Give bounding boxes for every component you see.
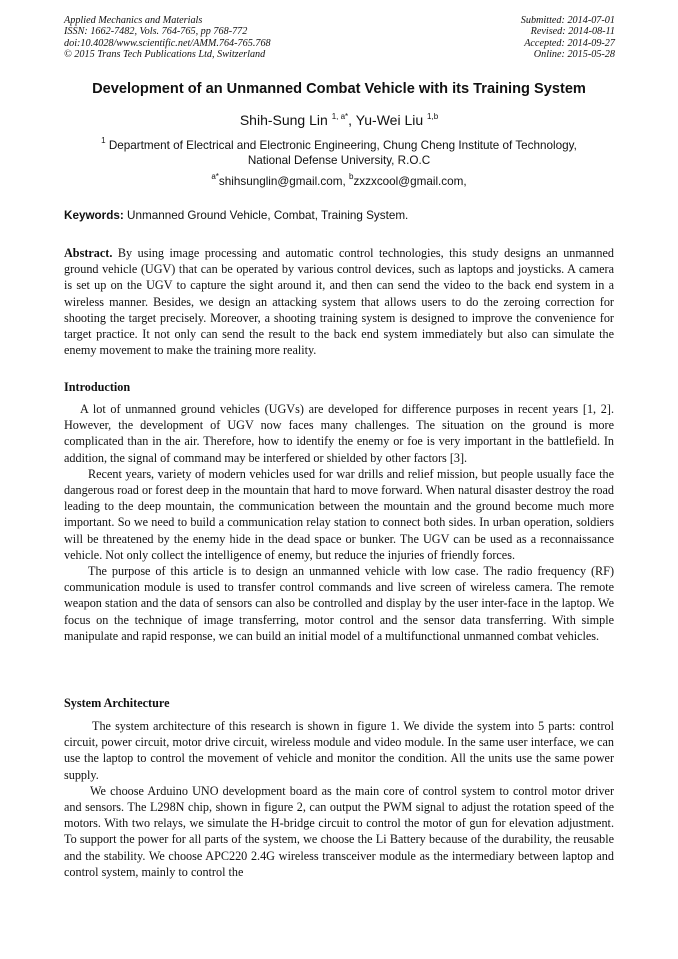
author-emails <box>0 172 678 188</box>
author-1: Shih-Sung Lin <box>239 112 328 128</box>
keywords-label: Keywords: <box>64 209 124 222</box>
email-b: zxzxcool@gmail.com, <box>353 175 467 188</box>
journal-info <box>64 15 271 61</box>
paragraph: We choose Arduino UNO development board as the main core of control system to control motor driver and sensors. The L298N chip, shown in figure 2, can output the PWM signal to adjust the rotation speed of the motors. With two relays, we simulate the H-bridge circuit to control the motor of gun for elevation adjustment. To support the power for all parts of the system, we choose the Li Battery because of the durability, the reusable and the stability. We choose APC220 2.4G wireless transceiver module as the intermediary between laptop and control system, mainly to control the <box>64 783 614 879</box>
date-submitted: Submitted: 2014-07-01 <box>520 15 615 26</box>
abstract-label: Abstract. <box>64 246 113 260</box>
date-online: Online: 2015-05-28 <box>533 49 615 61</box>
abstract-text: By using image processing and automatic control technologies, this study designs an unmanned ground vehicle (UGV) that can be operated by various control devices, such as laptops and joysticks. A camera is set up on the UGV to capture the sight around it, and then can send the video to the back end system in a wireless manner. Besides, we design an attacking system that allows users to do the zeroing correction for shooting the target precisely. Moreover, a shooting training system is designed to improve the convenience for target practice. It not only can send the result to the back end system immediately but also can simulate the enemy movement to make the training more reality. <box>64 246 614 358</box>
system-architecture-body <box>64 718 614 880</box>
email-marker-a: a* <box>211 172 219 181</box>
introduction-body <box>64 401 614 644</box>
author-2-affil: 1,b <box>427 112 439 121</box>
email-marker-b: b <box>349 172 354 181</box>
author-separator: , <box>348 112 356 128</box>
paragraph: The system architecture of this research is shown in figure 1. We divide the system into 5 parts: control circuit, power circuit, motor drive circuit, wireless module and video module. In the same user interface, we can use the laptop to control the movement of vehicle and monitor the condition. All the units use the same power supply. <box>64 719 614 782</box>
journal-copyright: © 2015 Trans Tech Publications Ltd, Switzerland <box>64 49 266 61</box>
affiliation-marker: 1 <box>101 136 106 145</box>
paragraph: The purpose of this article is to design an unmanned vehicle with low case. The radio frequency (RF) communication module is used to transfer control commands and live screen of wireless camera. The remote weapon station and the data of sensors can also be controlled and display by the user inter-face in the laptop. We focus on the technique of image transferring, motor control and the sensor data transferring. With simple manipulate and rapid response, we can build an initial model of a multifunctional unmanned combat vehicles. <box>64 564 614 643</box>
system-architecture-heading: System Architecture <box>64 696 170 710</box>
paragraph: A lot of unmanned ground vehicles (UGVs) are developed for difference purposes in recent years [1, 2]. However, the development of UGV now faces many challenges. The situation on the ground is more complicated than in the air. Therefore, how to identify the enemy or foe is very important in the battlefield. In addition, the signal of command may be interfered or shielded by other factors [3]. <box>64 402 614 465</box>
author-line <box>0 112 678 128</box>
journal-doi: doi:10.4028/www.scientific.net/AMM.764-765.768 <box>64 37 271 49</box>
keywords-text: Unmanned Ground Vehicle, Combat, Training System. <box>123 209 409 222</box>
keywords <box>64 209 614 222</box>
author-2: Yu-Wei Liu <box>355 112 424 128</box>
journal-issn: ISSN: 1662-7482, Vols. 764-765, pp 768-772 <box>64 26 248 38</box>
introduction-heading: Introduction <box>64 380 131 394</box>
paper-title: Development of an Unmanned Combat Vehicle with its Training System <box>92 81 586 97</box>
author-1-affil: 1, a* <box>331 112 349 121</box>
affiliation-line-2: National Defense University, R.O.C <box>247 154 431 167</box>
journal-name: Applied Mechanics and Materials <box>64 15 203 26</box>
abstract <box>64 245 614 358</box>
submission-dates <box>521 15 615 61</box>
affiliation-line-1: Department of Electrical and Electronic Engineering, Chung Cheng Institute of Technology, <box>108 139 577 152</box>
paragraph: Recent years, variety of modern vehicles used for war drills and relief mission, but people usually face the dangerous road or forest deep in the mountain that hard to move forward. When natural disaster destroy the road leading to the deep mountain, the communication between the mountain and the ground become much more important. So we need to build a communication relay station to connect both sides. In urban operation, soldiers will be threatened by the enemy hide in the dead space or bunker. The UGV can be used as a reconnaissance vehicle. Not only collect the intelligence of enemy, but reduce the injuries of friendly forces. <box>64 466 614 562</box>
email-a: shihsunglin@gmail.com, <box>218 175 349 188</box>
affiliation <box>64 138 614 168</box>
date-revised: Revised: 2014-08-11 <box>530 26 615 38</box>
date-accepted: Accepted: 2014-09-27 <box>524 37 615 49</box>
